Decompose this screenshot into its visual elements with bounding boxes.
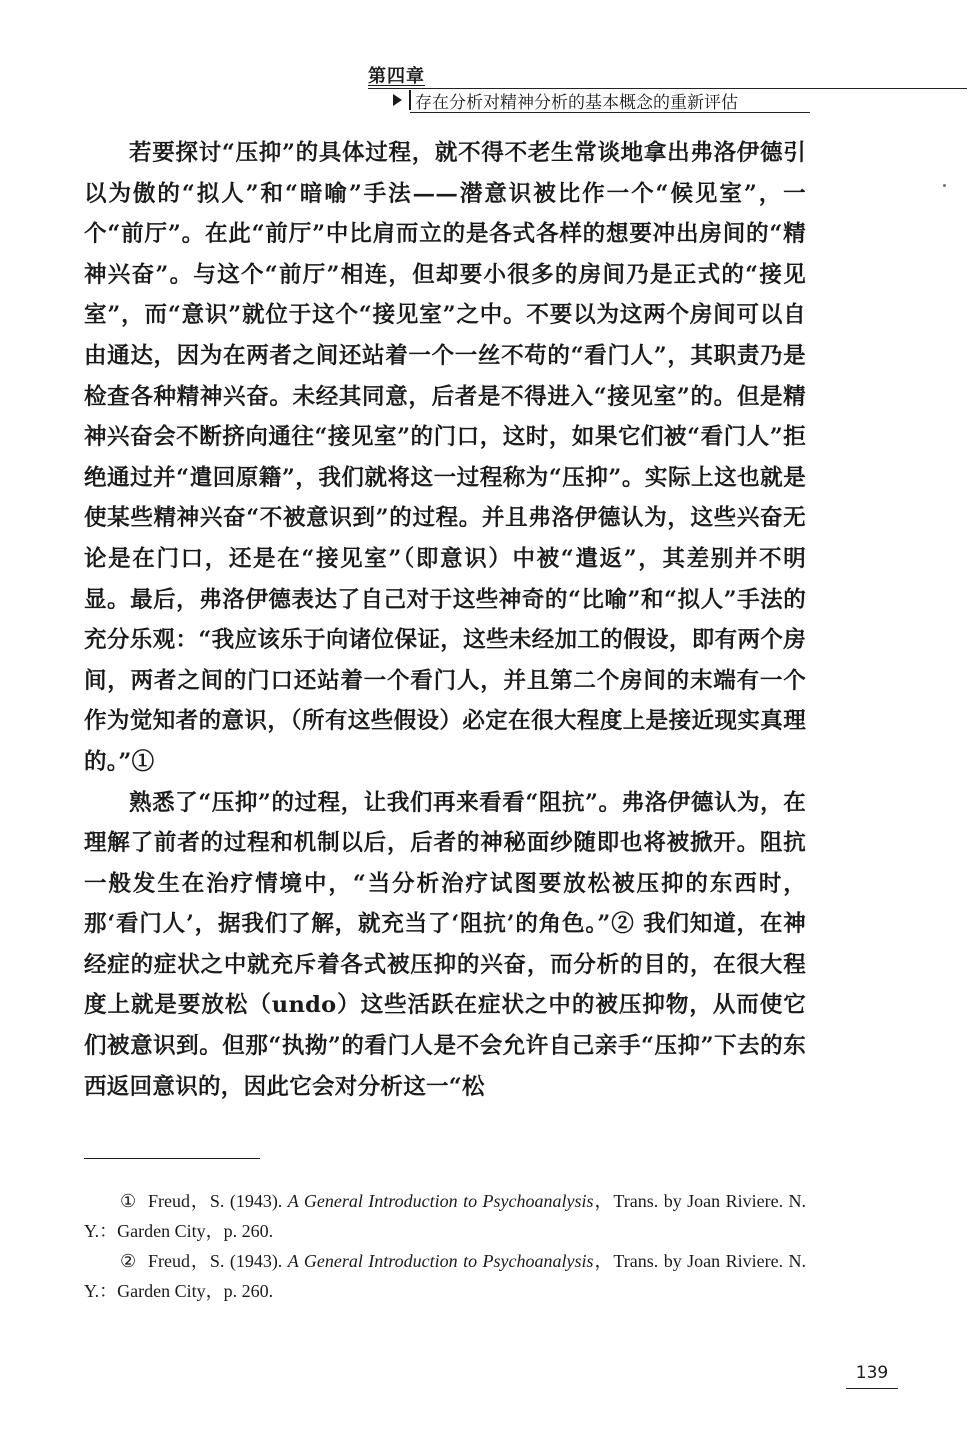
- speck: [943, 184, 946, 187]
- footnote-1: [84, 1186, 806, 1246]
- chapter-subtitle-row: [393, 88, 738, 112]
- chapter-subtitle: 存在分析对精神分析的基本概念的重新评估: [415, 92, 738, 113]
- footnote-book-title: A General Introduction to Psychoanalysis: [287, 1191, 594, 1211]
- paragraph-1: 若要探讨“压抑”的具体过程，就不得不老生常谈地拿出弗洛伊德引以为傲的“拟人”和“暗喻”手法——潜意识被比作一个“候见室”，一个“前厅”。在此“前厅”中比肩而立的是各式各样的想要冲出房间的“精神兴奋”。与这个“前厅”相连，但却要小很多的房间乃是正式的“接见室”，而“意识”就位于这个“接见室”之中。不要以为这两个房间可以自由通达，因为在两者之间还站着一个一丝不苟的“看门人”，其职责乃是检查各种精神兴奋。未经其同意，后者是不得进入“接见室”的。但是精神兴奋会不断挤向通往“接见室”的门口，这时，如果它们被“看门人”拒绝通过并“遣回原籍”，我们就将这一过程称为“压抑”。实际上这也就是使某些精神兴奋“不被意识到”的过程。并且弗洛伊德认为，这些兴奋无论是在门口，还是在“接见室”（即意识）中被“遣返”，其差别并不明显。最后，弗洛伊德表达了自己对于这些神奇的“比喻”和“拟人”手法的充分乐观：“我应该乐于向诸位保证，这些未经加工的假设，即有两个房间，两者之间的门口还站着一个看门人，并且第二个房间的末端有一个作为觉知者的意识，（所有这些假设）必定在很大程度上是接近现实真理的。”①: [84, 140, 806, 775]
- subtitle-underline: [410, 112, 810, 113]
- page-number-underline: [846, 1388, 898, 1389]
- paragraph-2: 熟悉了“压抑”的过程，让我们再来看看“阻抗”。弗洛伊德认为，在理解了前者的过程和机制以后，后者的神秘面纱随即也将被掀开。阻抗一般发生在治疗情境中，“当分析治疗试图要放松被压抑的东西时，那‘看门人’，据我们了解，就充当了‘阻抗’的角色。”② 我们知道，在神经症的症状之中就充斥着各式被压抑的兴奋，而分析的目的，在很大程度上就是要放松（undo）这些活跃在症状之中的被压抑物，从而使它们被意识到。但那“执拗”的看门人是不会允许自己亲手“压抑”下去的东西返回意识的，因此它会对分析这一“松: [84, 789, 806, 1100]
- triangle-marker-icon: [393, 94, 402, 106]
- footnote-book-title: A General Introduction to Psychoanalysis: [287, 1251, 594, 1271]
- footnote-marker: ①: [120, 1191, 138, 1211]
- footnote-marker: ②: [120, 1251, 138, 1271]
- running-header: [0, 0, 979, 120]
- page-number: 139: [855, 1363, 889, 1383]
- footnote-publication: ，Trans. by Joan Riviere. N. Y.：Garden City，p. 260.: [84, 1191, 807, 1241]
- main-body: [84, 133, 806, 1107]
- chapter-title: 第四章: [368, 66, 425, 87]
- footnote-separator: [84, 1158, 260, 1159]
- footnote-author: Freud，S. (1943).: [147, 1191, 288, 1211]
- footnote-publication: ，Trans. by Joan Riviere. N. Y.：Garden City，p. 260.: [84, 1251, 807, 1301]
- footnotes: [84, 1186, 806, 1306]
- vertical-bar-divider: [409, 90, 411, 110]
- footnote-2: [84, 1246, 806, 1306]
- footnote-author: Freud，S. (1943).: [147, 1251, 288, 1271]
